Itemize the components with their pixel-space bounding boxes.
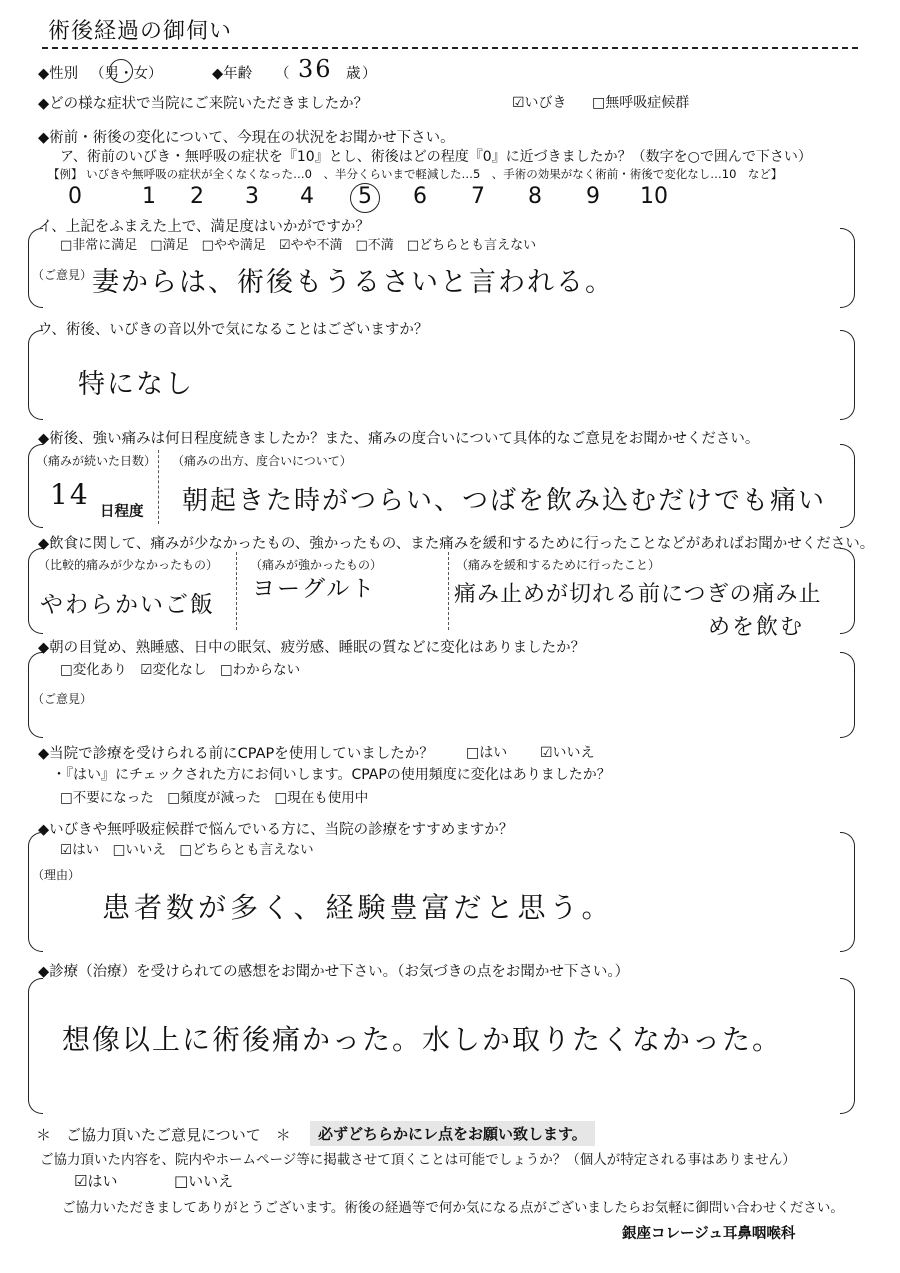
- cpap-question: ◆当院で診療を受けられる前にCPAPを使用していましたか？: [38, 746, 434, 762]
- recommend-box-right: [840, 832, 855, 952]
- food-divider-2: [448, 552, 449, 630]
- consent-yes-checkbox[interactable]: ☑はい: [74, 1172, 118, 1190]
- food-low-label: （比較的痛みが少なかったもの）: [38, 558, 219, 572]
- age-label: ◆年齢: [212, 66, 253, 82]
- satisfaction-question: イ、上記をふまえた上で、満足度はいかがですか？: [38, 219, 370, 235]
- pain-detail[interactable]: 朝起きた時がつらい、つばを飲み込むだけでも痛い: [182, 486, 827, 516]
- sleep-comment-label: （ご意見）: [32, 692, 93, 706]
- symptom-apnea-checkbox[interactable]: □無呼吸症候群: [592, 95, 690, 111]
- consent-note: 必ずどちらかにレ点をお願い致します。: [310, 1121, 595, 1146]
- age-unit: 歳: [346, 66, 361, 82]
- symptom-question: ◆どの様な症状で当院にご来院いただきましたか？: [38, 96, 369, 112]
- clinic-name: 銀座コレージュ耳鼻咽喉科: [622, 1226, 796, 1242]
- consent-title: ＊ ご協力頂いたご意見について ＊: [36, 1126, 291, 1144]
- gender-selected-circle: [109, 59, 133, 83]
- title-divider: [42, 47, 858, 49]
- score-option-4[interactable]: 4: [300, 184, 314, 209]
- score-option-5[interactable]: 5: [358, 184, 372, 209]
- pain-detail-label: （痛みの出方、度合いについて）: [172, 454, 352, 468]
- pain-question: ◆術後、強い痛みは何日程度続きましたか？また、痛みの度合いについて具体的なご意見をお聞かせください。: [38, 431, 760, 447]
- other-question: ウ、術後、いびきの音以外で気になることはございますか？: [38, 322, 429, 338]
- impression-answer[interactable]: 想像以上に術後痛かった。水しか取りたくなかった。: [62, 1023, 783, 1056]
- sleep-box-right: [840, 652, 855, 738]
- food-relief-line1[interactable]: 痛み止めが切れる前につぎの痛み止: [454, 582, 822, 607]
- score-option-8[interactable]: 8: [528, 184, 542, 209]
- other-box-right: [840, 330, 855, 420]
- food-high-answer[interactable]: ヨーグルト: [252, 576, 377, 602]
- other-box-left: [28, 330, 43, 420]
- pain-days-value[interactable]: 14: [50, 478, 90, 511]
- score-option-9[interactable]: 9: [586, 184, 600, 209]
- food-low-answer[interactable]: やわらかいご飯: [40, 592, 215, 618]
- other-answer[interactable]: 特になし: [78, 369, 194, 400]
- score-option-2[interactable]: 2: [190, 184, 204, 209]
- score-selected-circle: [350, 183, 380, 213]
- symptom-snoring-checkbox[interactable]: ☑いびき: [512, 95, 567, 111]
- change-question: ◆術前・術後の変化について、今現在の状況をお聞かせ下さい。: [38, 130, 455, 146]
- recommend-reason[interactable]: 患者数が多く、経験豊富だと思う。: [102, 891, 614, 924]
- food-question: ◆飲食に関して、痛みが少なかったもの、強かったもの、また痛みを緩和するために行ったことなどがあればお聞かせください。: [38, 536, 875, 552]
- pain-days-unit: 日程度: [100, 504, 144, 520]
- cpap-no-checkbox[interactable]: ☑いいえ: [540, 745, 595, 761]
- score-option-3[interactable]: 3: [245, 184, 259, 209]
- food-relief-line2[interactable]: めを飲む: [708, 615, 805, 640]
- satisfaction-options[interactable]: □非常に満足 □満足 □やや満足 ☑やや不満 □不満 □どちらとも言えない: [60, 238, 537, 253]
- score-option-6[interactable]: 6: [413, 184, 427, 209]
- sleep-options[interactable]: □変化あり ☑変化なし □わからない: [60, 662, 301, 678]
- score-option-0[interactable]: 0: [68, 184, 82, 209]
- gender-label: ◆性別: [38, 66, 79, 82]
- impression-box-right: [840, 978, 855, 1114]
- consent-no-checkbox[interactable]: □いいえ: [174, 1172, 234, 1190]
- food-divider-1: [236, 552, 237, 630]
- satisfaction-box-right: [840, 228, 855, 308]
- thanks-message: ご協力いただきましてありがとうございます。術後の経過等で何か気になる点がございましたらお気軽に御問い合わせください。: [62, 1200, 844, 1216]
- satisfaction-comment[interactable]: 妻からは、術後もうるさいと言われる。: [92, 267, 614, 298]
- satisfaction-comment-label: （ご意見）: [32, 268, 93, 282]
- gender-options: （男・女）: [90, 66, 163, 82]
- consent-question: ご協力頂いた内容を、院内やホームページ等に掲載させて頂くことは可能でしょうか？（個人が特定される事はありません）: [40, 1152, 796, 1168]
- pain-divider: [158, 450, 159, 524]
- sleep-question: ◆朝の目覚め、熟睡感、日中の眠気、疲労感、睡眠の質などに変化はありましたか？: [38, 640, 586, 656]
- recommend-box-left: [28, 832, 43, 952]
- pain-box-right: [840, 444, 855, 528]
- food-relief-label: （痛みを緩和するために行ったこと）: [456, 558, 661, 572]
- recommend-question: ◆いびきや無呼吸症候群で悩んでいる方に、当院の診療をすすめますか？: [38, 822, 514, 838]
- impression-question: ◆診療（治療）を受けられての感想をお聞かせ下さい。（お気づきの点をお聞かせ下さい。）: [38, 964, 630, 980]
- cpap-sub-question: ・『はい』にチェックされた方にお伺いします。CPAPの使用頻度に変化はありましたか？: [52, 767, 611, 783]
- page-title: 術後経過の御伺い: [48, 19, 233, 44]
- food-box-right: [840, 548, 855, 634]
- impression-box-left: [28, 978, 43, 1114]
- food-high-label: （痛みが強かったもの）: [250, 558, 383, 572]
- change-example: 【例】 いびきや無呼吸の症状が全くなくなった…0 、半分くらいまで軽減した…5 、手術の効果がなく術前・術後で変化なし…10 など】: [48, 167, 783, 181]
- change-sub-question: ア、術前のいびき・無呼吸の症状を『10』とし、術後はどの程度『0』に近づきましたか？（数字を○で囲んで下さい）: [60, 149, 812, 165]
- score-option-10[interactable]: 10: [640, 184, 668, 209]
- score-option-7[interactable]: 7: [471, 184, 485, 209]
- cpap-yes-checkbox[interactable]: □はい: [466, 745, 508, 761]
- recommend-options[interactable]: ☑はい □いいえ □どちらとも言えない: [60, 842, 314, 858]
- cpap-sub-options[interactable]: □不要になった □頻度が減った □現在も使用中: [60, 790, 369, 806]
- age-open-paren: （: [275, 66, 290, 82]
- age-value: 36: [298, 55, 333, 83]
- recommend-reason-label: （理由）: [32, 868, 81, 882]
- pain-days-label: （痛みが続いた日数）: [36, 454, 157, 468]
- score-option-1[interactable]: 1: [142, 184, 156, 209]
- age-close-paren: ）: [362, 66, 377, 82]
